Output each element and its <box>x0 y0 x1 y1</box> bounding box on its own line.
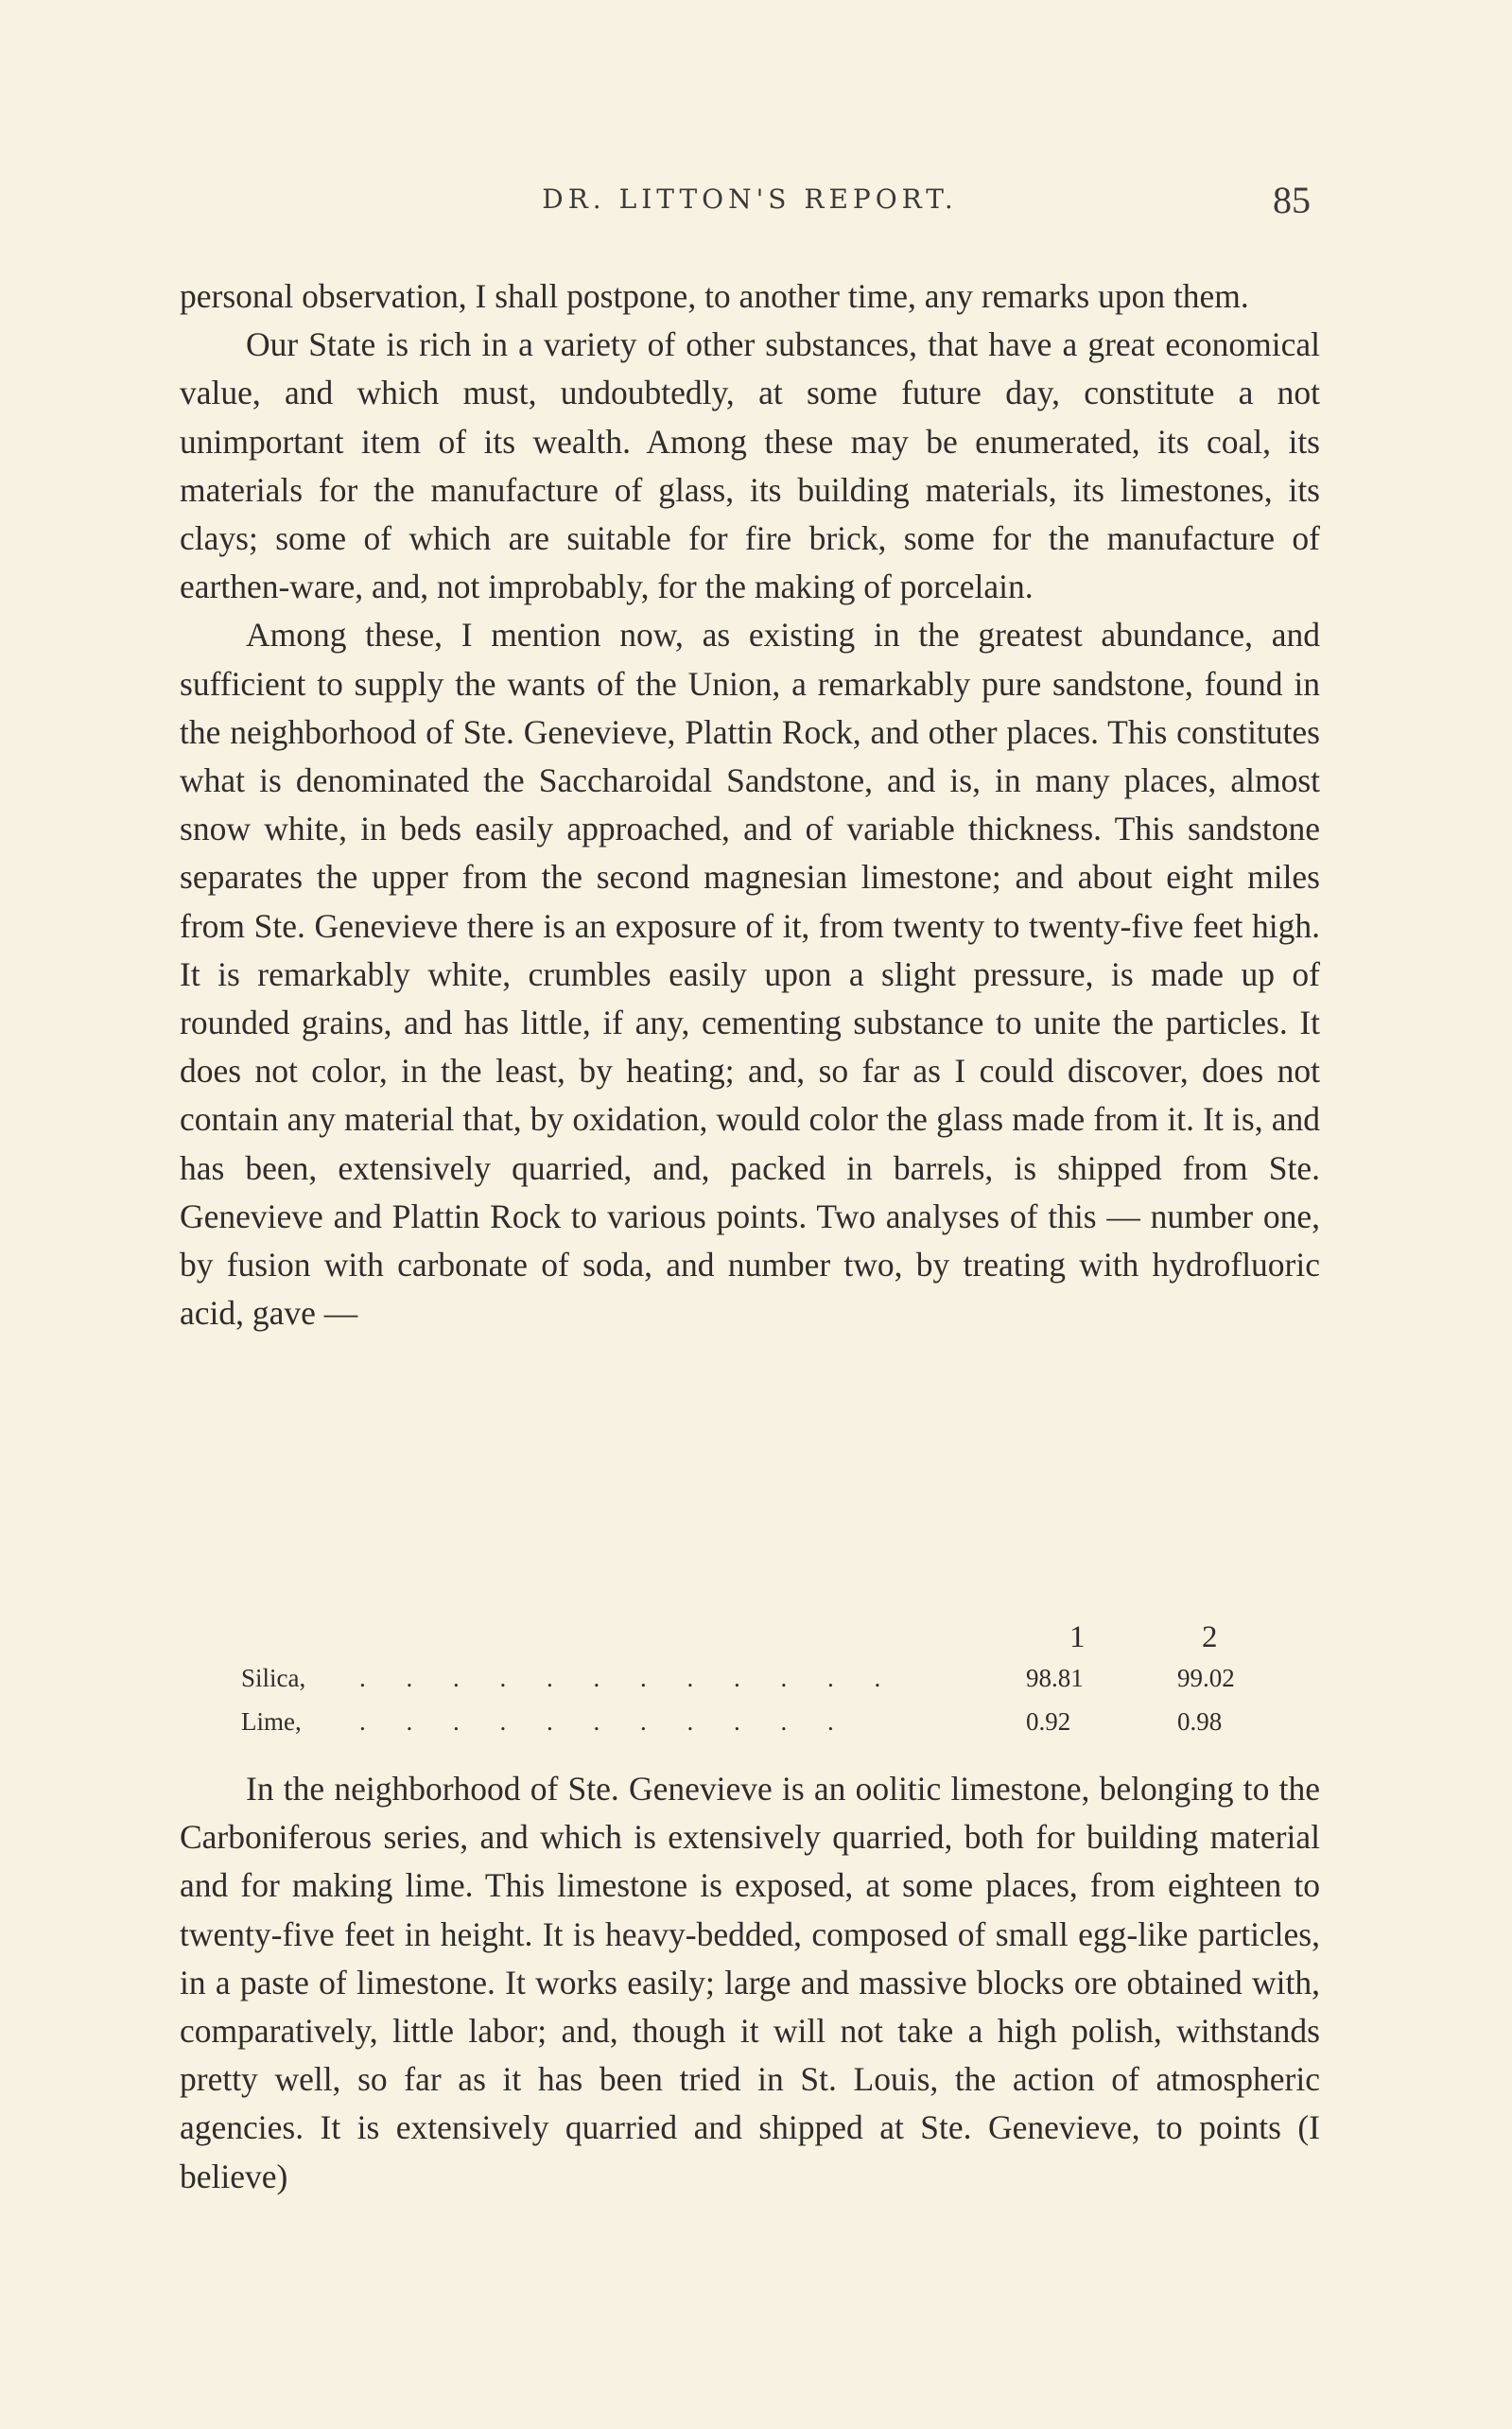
closing-text <box>180 1765 1320 2201</box>
value-analysis-2: 99.02 <box>1177 1664 1235 1692</box>
table-row <box>241 1664 1272 1707</box>
column-header-1: 1 <box>1069 1620 1086 1654</box>
paragraph: Our State is rich in a variety of other substances, that have a great economical value, and which must, undoubtedly, at some future day, constitute a not unimportant item of its wealth. Among these may be enumerated, its coal, its materials for the manufacture of glass, its building materials, its limestones, its clays; some of which are suitable for fire brick, some for the manufacture of earthen-ware, and, not improbably, for the making of porcelain. <box>180 325 1320 606</box>
paragraph: In the neighborhood of Ste. Genevieve is an oolitic limestone, belonging to the Carboniferous series, and which is extensively quarried, both for building material and for making lime. This limestone is exposed, at some places, from eighteen to twenty-five feet in height. It is heavy-bedded, composed of small egg-like particles, in a paste of limestone. It works easily; large and massive blocks ore obtained with, comparatively, little labor; and, though it will not take a high polish, withstands pretty well, so far as it has been tried in St. Louis, the action of atmospheric agencies. It is extensively quarried and shipped at Ste. Genevieve, to points (I believe) <box>180 1770 1320 2195</box>
running-title: DR. LITTON'S REPORT. <box>542 183 958 215</box>
running-header <box>180 178 1320 225</box>
page-number: 85 <box>1273 179 1311 221</box>
value-analysis-1: 98.81 <box>1026 1664 1084 1692</box>
paragraph: Among these, I mention now, as existing in the greatest abundance, and sufficient to supply the wants of the Union, a remarkably pure sandstone, found in the neighborhood of Ste. Genevieve, Plattin Rock, and other places. This constitutes what is denominated the Saccharoidal Sandstone, and is, in many places, almost snow white, in beds easily approached, and of variable thickness. This sandstone separates the upper from the second magnesian limestone; and about eight miles from Ste. Genevieve there is an exposure of it, from twenty to twenty-five feet high. It is remarkably white, crumbles easily upon a slight pressure, is made up of rounded grains, and has little, if any, cementing substance to unite the particles. It does not color, in the least, by heating; and, so far as I could discover, does not contain any material that, by oxidation, would color the glass made from it. It is, and has been, extensively quarried, and, packed in barrels, is shipped from Ste. Genevieve and Plattin Rock to various points. Two analyses of this — number one, by fusion with carbonate of soda, and number two, by treating with hydrofluoric acid, gave — <box>180 616 1320 1333</box>
column-header-2: 2 <box>1202 1620 1218 1654</box>
table-row <box>241 1707 1272 1751</box>
dot-leader: . . . . . . . . . . . . <box>359 1664 898 1692</box>
row-label: Silica, <box>241 1664 306 1692</box>
row-label: Lime, <box>241 1707 302 1736</box>
analysis-table-header <box>241 1620 1272 1664</box>
value-analysis-1: 0.92 <box>1026 1707 1071 1736</box>
value-analysis-2: 0.98 <box>1177 1707 1223 1736</box>
main-text <box>180 272 1320 1337</box>
analysis-table <box>241 1620 1272 1751</box>
paragraph: personal observation, I shall postpone, to another time, any remarks upon them. <box>180 277 1249 315</box>
dot-leader: . . . . . . . . . . . <box>359 1707 851 1736</box>
